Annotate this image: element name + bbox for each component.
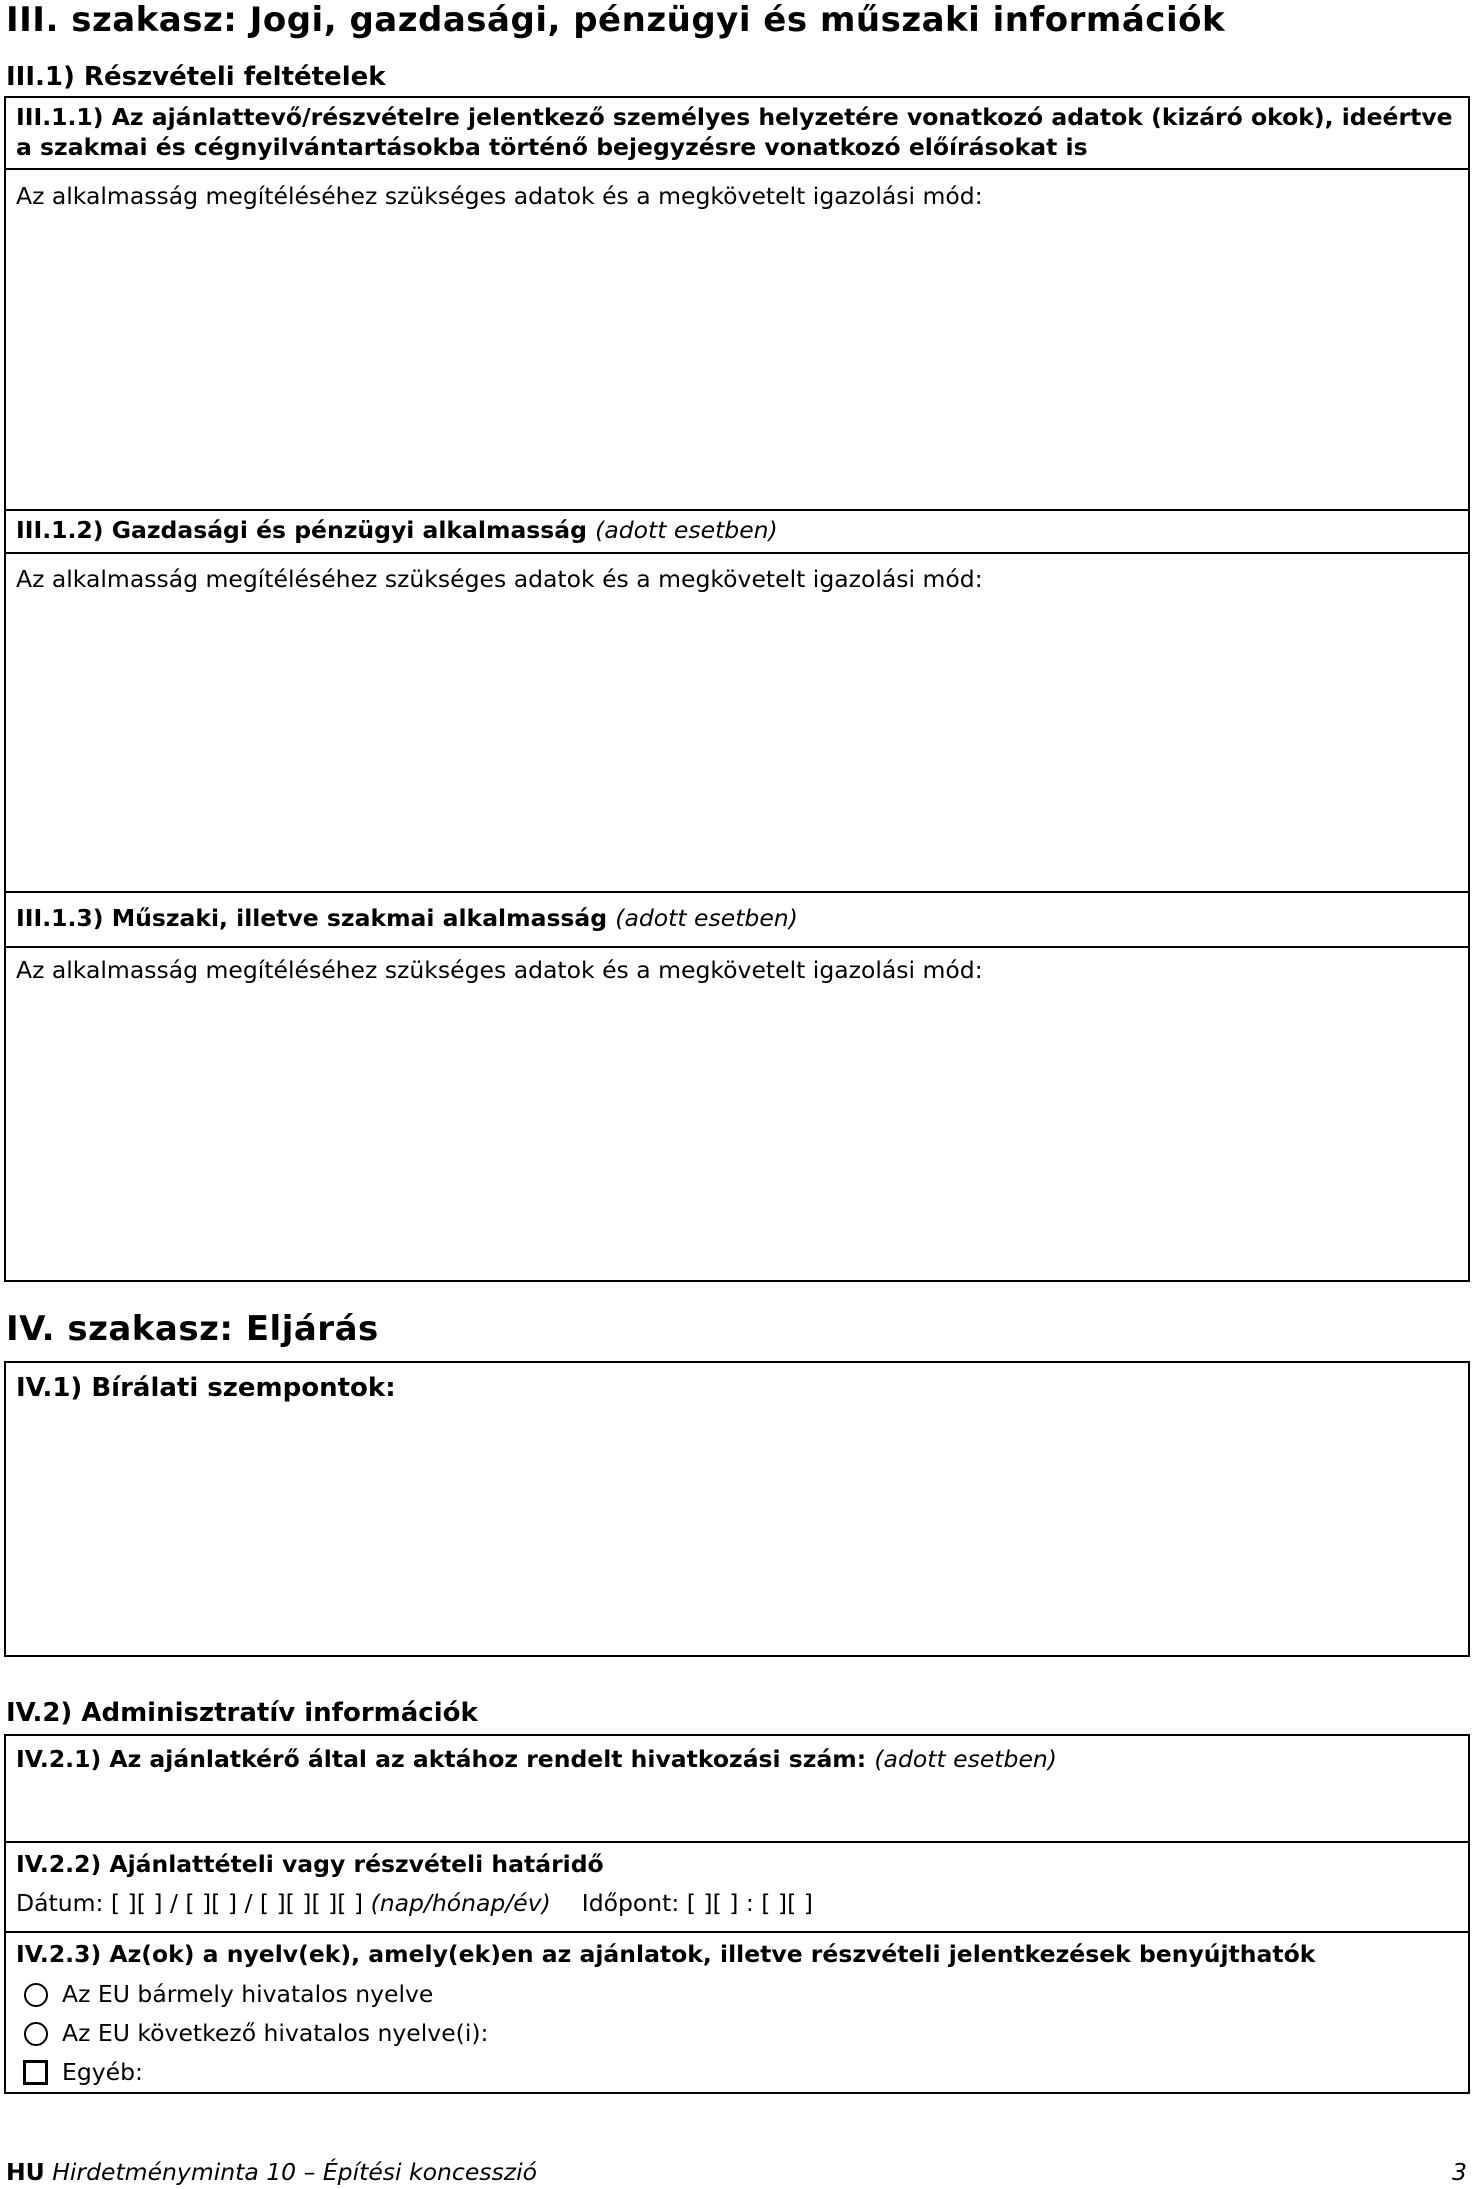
section-4-2-1-heading — [16, 1745, 1057, 1773]
divider — [4, 1931, 1470, 1933]
divider — [4, 946, 1470, 948]
section-3-1-3-heading — [16, 904, 798, 932]
footer-form-name: Hirdetményminta 10 – Építési koncesszió — [52, 2158, 538, 2186]
language-specific-eu-label: Az EU következő hivatalos nyelve(i): — [62, 2019, 489, 2047]
footer-left — [6, 2158, 537, 2186]
date-input[interactable]: [ ][ ] / [ ][ ] / [ ][ ][ ][ ] — [110, 1889, 364, 1917]
divider — [4, 891, 1470, 893]
section-3-1-1-prompt: Az alkalmasság megítéléséhez szükséges adatok és a megkövetelt igazolási mód: — [16, 182, 983, 210]
section-4-2-3-heading: IV.2.3) Az(ok) a nyelv(ek), amely(ek)en az ajánlatok, illetve részvételi jelentkezések benyújthatók — [16, 1940, 1316, 1968]
divider — [4, 552, 1470, 554]
section-3-1-3-note: (adott esetben) — [615, 904, 798, 932]
section-3-1-3-label: III.1.3) Műszaki, illetve szakmai alkalmasság — [16, 904, 608, 932]
section-3-1-3-prompt: Az alkalmasság megítéléséhez szükséges adatok és a megkövetelt igazolási mód: — [16, 956, 983, 984]
divider — [4, 1841, 1470, 1843]
section-3-1-heading: III.1) Részvételi feltételek — [6, 62, 386, 92]
divider — [4, 509, 1470, 511]
section-3-1-2-prompt: Az alkalmasság megítéléséhez szükséges adatok és a megkövetelt igazolási mód: — [16, 565, 983, 593]
section-3-1-2-note: (adott esetben) — [595, 516, 778, 544]
date-format-hint: (nap/hónap/év) — [370, 1889, 551, 1917]
language-any-eu-label: Az EU bármely hivatalos nyelve — [62, 1980, 434, 2008]
language-other-checkbox[interactable] — [23, 2060, 48, 2085]
deadline-row — [16, 1889, 813, 1917]
section-4-1-heading: IV.1) Bírálati szempontok: — [16, 1373, 396, 1403]
time-label: Időpont: — [581, 1889, 680, 1917]
section-3-1-2-heading — [16, 516, 778, 544]
date-label: Dátum: — [16, 1889, 104, 1917]
language-other-label: Egyéb: — [62, 2058, 143, 2086]
section-4-2-2-heading: IV.2.2) Ajánlattételi vagy részvételi határidő — [16, 1850, 604, 1878]
section-4-2-1-note: (adott esetben) — [874, 1745, 1057, 1773]
section-4-title: IV. szakasz: Eljárás — [6, 1309, 379, 1349]
section-4-1-box — [4, 1361, 1470, 1657]
footer-page-number: 3 — [1452, 2158, 1467, 2186]
section-3-1-box — [4, 96, 1470, 1282]
divider — [4, 168, 1470, 170]
section-3-title: III. szakasz: Jogi, gazdasági, pénzügyi és műszaki információk — [6, 0, 1226, 40]
section-4-2-1-label: IV.2.1) Az ajánlatkérő által az aktához rendelt hivatkozási szám: — [16, 1745, 867, 1773]
section-3-1-1-label: III.1.1) Az ajánlattevő/részvételre jelentkező személyes helyzetére vonatkozó adatok (kizáró okok), ideértve a szakmai és cégnyilvántartásokba történő bejegyzésre vonatkozó előírásokat is — [16, 103, 1453, 161]
footer-lang-code: HU — [6, 2158, 45, 2186]
time-input[interactable]: [ ][ ] : [ ][ ] — [686, 1889, 813, 1917]
section-3-1-2-label: III.1.2) Gazdasági és pénzügyi alkalmasság — [16, 516, 587, 544]
language-any-eu-radio[interactable] — [24, 1983, 48, 2007]
language-specific-eu-radio[interactable] — [24, 2022, 48, 2046]
section-4-2-heading: IV.2) Adminisztratív információk — [6, 1698, 478, 1728]
